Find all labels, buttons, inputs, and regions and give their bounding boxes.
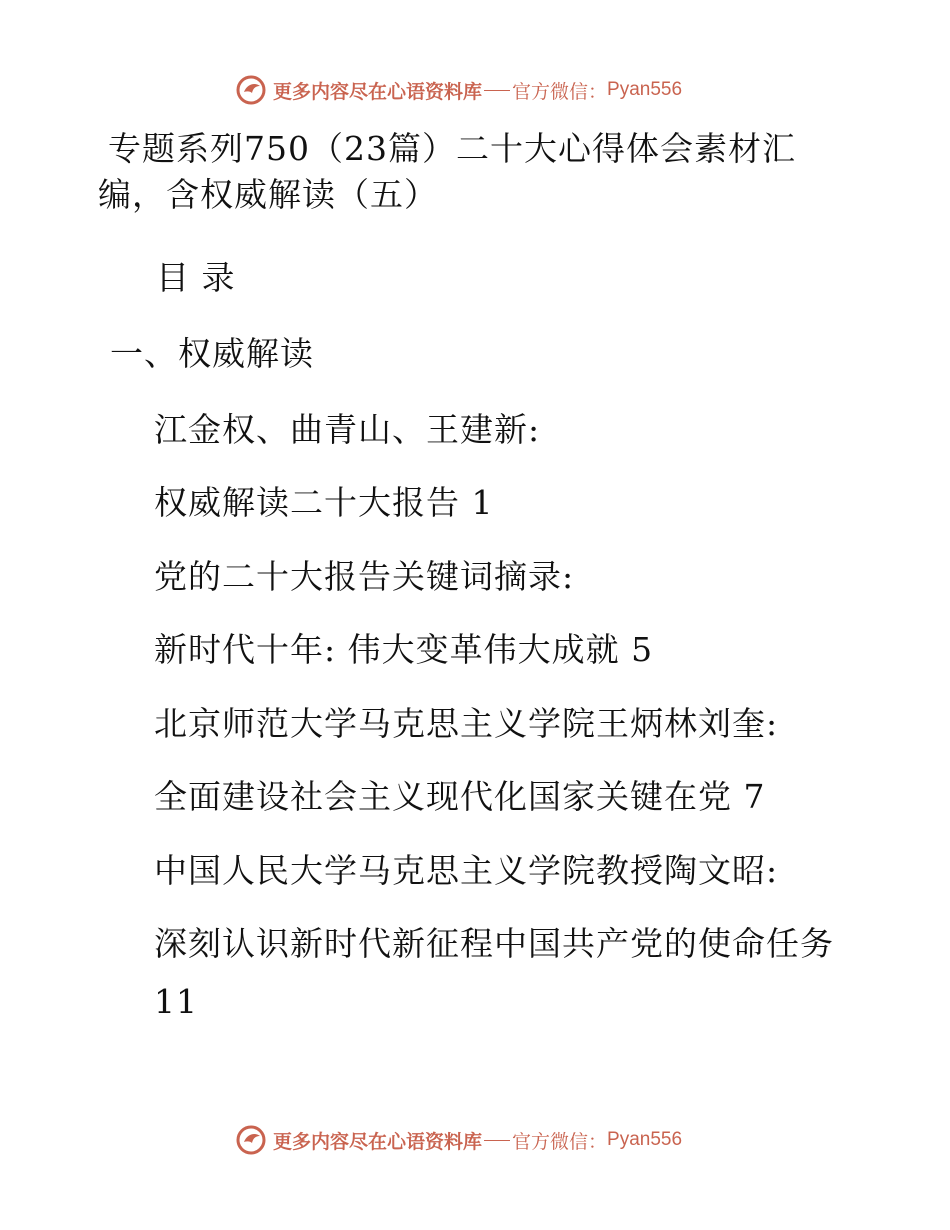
toc-entry: 深刻认识新时代新征程中国共产党的使命任务 xyxy=(154,924,834,963)
dolphin-logo-icon xyxy=(235,1124,267,1156)
toc-entry: 北京师范大学马克思主义学院王炳林刘奎: xyxy=(154,704,779,743)
watermark-brand: 更多内容尽在心语资料库 xyxy=(273,80,483,103)
watermark-dash xyxy=(484,1140,510,1141)
watermark-wechat-id: Pyan556 xyxy=(607,1129,683,1150)
toc-entry: 全面建设社会主义现代化国家关键在党 7 xyxy=(154,777,766,816)
toc-heading: 目 录 xyxy=(156,258,236,297)
watermark-wechat-id: Pyan556 xyxy=(607,79,683,100)
toc-entry: 新时代十年: 伟大变革伟大成就 5 xyxy=(154,630,654,669)
watermark-footer xyxy=(235,1120,715,1160)
watermark-header xyxy=(235,70,715,110)
watermark-dash xyxy=(484,90,510,91)
watermark-brand: 更多内容尽在心语资料库 xyxy=(273,1130,483,1153)
dolphin-logo-icon xyxy=(235,74,267,106)
document-title: 专题系列750（23篇）二十大心得体会素材汇编，含权威解读（五） xyxy=(98,129,796,214)
toc-entry: 党的二十大报告关键词摘录: xyxy=(154,557,575,596)
toc-entry: 11 xyxy=(154,982,198,1021)
section-heading: 一、权威解读 xyxy=(110,334,314,373)
toc-entry: 权威解读二十大报告 1 xyxy=(154,483,494,522)
toc-entry: 中国人民大学马克思主义学院教授陶文昭: xyxy=(154,851,779,890)
toc-entry: 江金权、曲青山、王建新: xyxy=(154,410,541,449)
watermark-official-label: 官方微信： xyxy=(512,1130,608,1153)
watermark-official-label: 官方微信： xyxy=(512,80,608,103)
